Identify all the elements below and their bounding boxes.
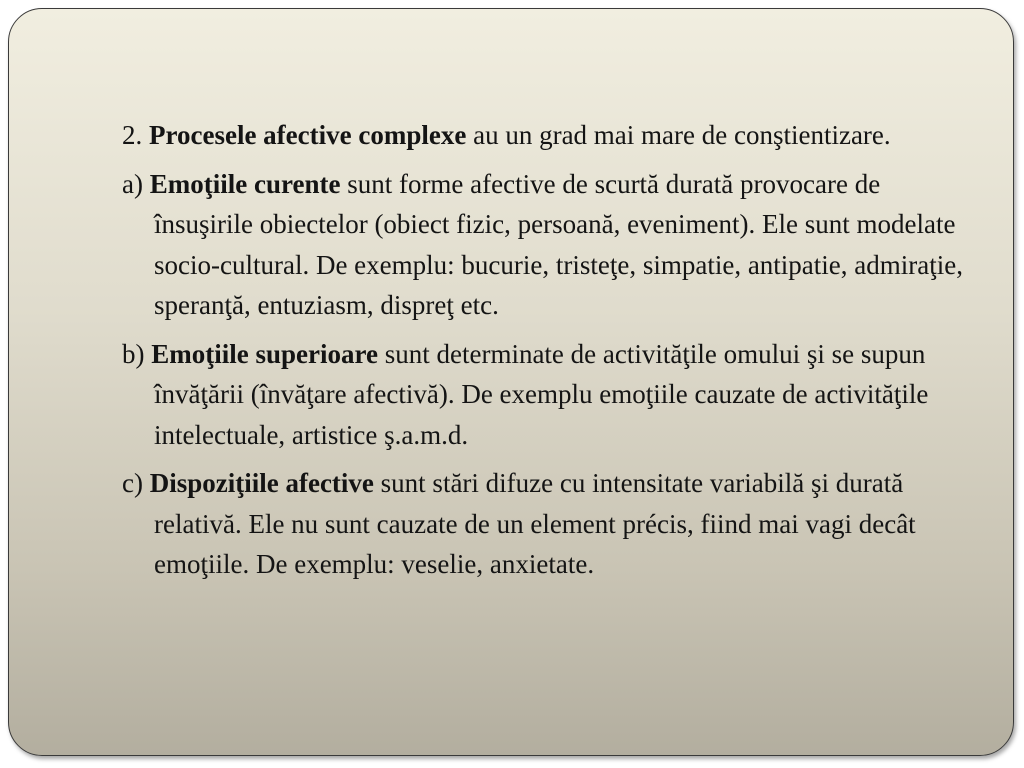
- paragraph-text: sunt forme afective de scurtă durată provocare de însuşirile obiectelor (obiect fizic, persoană, eveniment). Ele sunt modelate socio-cultural. De exemplu: bucurie, tristeţe, simpatie, antipatie, admiraţie, speranţă, entuziasm, dispreţ etc.: [154, 168, 963, 320]
- paragraph-term: Dispoziţiile afective: [149, 468, 374, 498]
- paragraph-superior-emotions: [122, 334, 982, 456]
- paragraph-complex-processes: [122, 115, 982, 156]
- slide-content: [122, 115, 982, 593]
- paragraph-term: Procesele afective complexe: [149, 120, 467, 150]
- paragraph-text: sunt stări difuze cu intensitate variabilă şi durată relativă. Ele nu sunt cauzate de un element précis, fiind mai vagi decât emoţiile. De exemplu: veselie, anxietate.: [154, 468, 916, 579]
- paragraph-text: au un grad mai mare de conştientizare.: [473, 120, 891, 150]
- paragraph-prefix: 2.: [122, 120, 143, 150]
- paragraph-prefix: c): [122, 468, 143, 498]
- paragraph-term: Emoţiile curente: [149, 168, 341, 199]
- paragraph-current-emotions: [122, 164, 982, 326]
- paragraph-prefix: a): [122, 168, 143, 199]
- slide-frame: [8, 8, 1014, 756]
- paragraph-affective-dispositions: [122, 463, 982, 585]
- paragraph-text: sunt determinate de activităţile omului şi se supun învăţării (învăţare afectivă). De exemplu emoţiile cauzate de activităţile intelectuale, artistice ş.a.m.d.: [154, 338, 929, 450]
- paragraph-term: Emoţiile superioare: [151, 338, 378, 369]
- paragraph-prefix: b): [122, 338, 145, 369]
